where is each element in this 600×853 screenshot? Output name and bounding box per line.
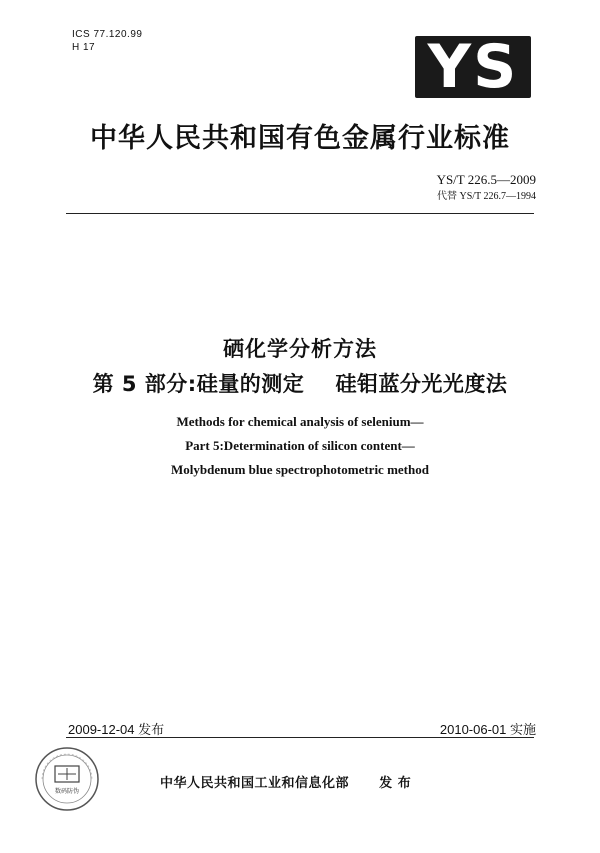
issuing-authority [160,772,411,791]
issuer-action: 发 布 [379,776,412,791]
english-title-line-3: Molybdenum blue spectrophotometric method [171,462,429,477]
classification-code: H 17 [72,42,96,53]
issue-date: 2009-12-04 发布 [68,722,165,737]
issuer-name: 中华人民共和国工业和信息化部 [160,776,350,791]
seal-label: 数码防伪 [54,788,80,795]
top-divider [66,213,534,214]
implementation-date: 2010-06-01 实施 [439,722,536,737]
standard-category-title: 中华人民共和国有色金属行业标准 [90,123,510,154]
bottom-divider [66,737,534,738]
chinese-title-line-2: 第 5 部分:硅量的测定 硅钼蓝分光光度法 [92,372,508,396]
replaces-standard: 代替 YS/T 226.7—1994 [437,191,536,202]
ics-code: ICS 77.120.99 [72,29,143,40]
anti-counterfeit-seal-icon [34,746,100,812]
ys-logo: YS [415,36,531,98]
standard-number: YS/T 226.5—2009 [436,172,536,187]
english-title-line-1: Methods for chemical analysis of selenium— [176,414,424,429]
chinese-title-line-1: 硒化学分析方法 [223,337,377,361]
english-title-line-2: Part 5:Determination of silicon content— [185,438,415,453]
